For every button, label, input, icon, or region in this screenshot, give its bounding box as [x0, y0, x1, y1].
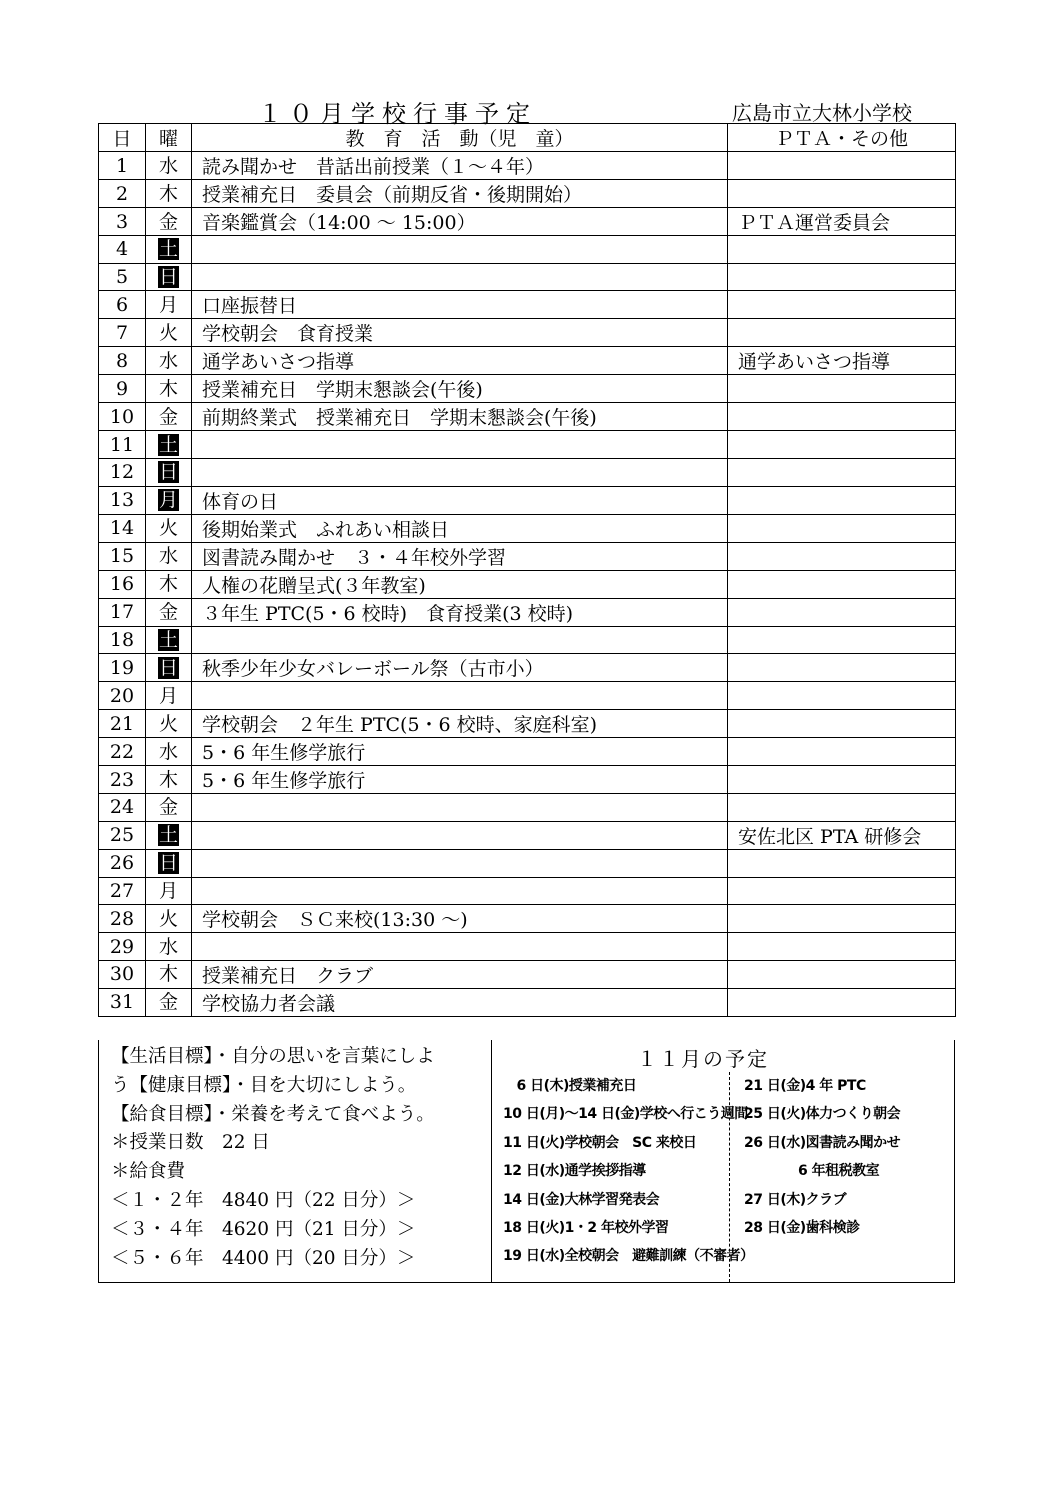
weekday-cell: [146, 403, 192, 431]
pta-cell: [728, 291, 956, 319]
activity-cell: 通学あいさつ指導: [192, 347, 728, 375]
weekday-label: 火: [158, 517, 178, 540]
weekday-cell: [146, 431, 192, 459]
activity-cell: 秋季少年少女バレーボール祭（古市小）: [192, 654, 728, 682]
activity-cell: [192, 794, 728, 822]
weekday-label: 木: [158, 377, 178, 400]
holiday-weekday-label: 月: [158, 489, 178, 512]
activity-cell: 図書読み聞かせ ３・４年校外学習: [192, 542, 728, 570]
table-row: [99, 738, 956, 766]
weekday-cell: [146, 347, 192, 375]
holiday-weekday-label: 土: [158, 629, 178, 652]
activity-cell: ３年生 PTC(5・6 校時) 食育授業(3 校時): [192, 598, 728, 626]
activity-cell: 学校朝会 食育授業: [192, 319, 728, 347]
weekday-cell: [146, 486, 192, 514]
weekday-cell: [146, 152, 192, 180]
pta-cell: [728, 905, 956, 933]
weekday-cell: [146, 570, 192, 598]
pta-cell: [728, 570, 956, 598]
activity-cell: [192, 431, 728, 459]
weekday-label: 水: [158, 154, 178, 177]
pta-cell: [728, 403, 956, 431]
holiday-weekday-label: 日: [158, 266, 178, 289]
pta-cell: [728, 738, 956, 766]
weekday-cell: [146, 794, 192, 822]
day-cell: 10: [99, 403, 146, 431]
activity-cell: 前期終業式 授業補充日 学期末懇談会(午後): [192, 403, 728, 431]
day-cell: 22: [99, 738, 146, 766]
activity-cell: [192, 626, 728, 654]
pta-cell: ＰＴＡ運営委員会: [728, 208, 956, 236]
activity-cell: 学校朝会 ＳＣ来校(13:30 ～): [192, 905, 728, 933]
col-header-weekday: 曜: [146, 124, 192, 152]
weekday-label: 金: [158, 405, 178, 428]
activity-cell: [192, 682, 728, 710]
weekday-cell: [146, 905, 192, 933]
table-row: [99, 486, 956, 514]
activity-cell: 学校朝会 ２年生 PTC(5・6 校時、家庭科室): [192, 710, 728, 738]
day-cell: 7: [99, 319, 146, 347]
page-title: １０月学校行事予定: [258, 100, 537, 128]
activity-cell: 音楽鑑賞会（14:00 ～ 15:00）: [192, 208, 728, 236]
activity-cell: 5・6 年生修学旅行: [192, 766, 728, 794]
november-item: 19 日(水)全校朝会 避難訓練（不審者）: [503, 1248, 754, 1265]
table-row: [99, 514, 956, 542]
pta-cell: [728, 431, 956, 459]
pta-cell: [728, 180, 956, 208]
table-row: [99, 542, 956, 570]
weekday-cell: [146, 542, 192, 570]
school-name: 広島市立大林小学校: [732, 101, 912, 125]
day-cell: 19: [99, 654, 146, 682]
table-row: [99, 236, 956, 264]
weekday-label: 月: [158, 684, 178, 707]
table-row: [99, 710, 956, 738]
november-title: １１月の予定: [637, 1047, 769, 1071]
holiday-weekday-label: 土: [158, 433, 178, 456]
day-cell: 3: [99, 208, 146, 236]
day-cell: 29: [99, 933, 146, 961]
weekday-label: 金: [158, 796, 178, 819]
weekday-cell: [146, 654, 192, 682]
table-row: [99, 431, 956, 459]
pta-cell: [728, 654, 956, 682]
table-row: [99, 291, 956, 319]
weekday-cell: [146, 849, 192, 877]
activity-cell: [192, 459, 728, 487]
weekday-label: 火: [158, 907, 178, 930]
day-cell: 30: [99, 960, 146, 988]
table-row: [99, 654, 956, 682]
goal-line: 【給食目標】・栄養を考えて食べよう。: [111, 1103, 435, 1125]
weekday-cell: [146, 821, 192, 849]
table-row: [99, 682, 956, 710]
weekday-label: 火: [158, 712, 178, 735]
weekday-label: 水: [158, 545, 178, 568]
col-header-day: 日: [99, 124, 146, 152]
weekday-cell: [146, 933, 192, 961]
holiday-weekday-label: 日: [158, 852, 178, 875]
activity-cell: 授業補充日 学期末懇談会(午後): [192, 375, 728, 403]
goal-line: ＊授業日数 22 日: [111, 1132, 270, 1154]
day-cell: 2: [99, 180, 146, 208]
weekday-label: 火: [158, 321, 178, 344]
weekday-cell: [146, 263, 192, 291]
day-cell: 20: [99, 682, 146, 710]
goal-line: 【生活目標】・自分の思いを言葉にしよ: [111, 1046, 435, 1067]
pta-cell: [728, 988, 956, 1016]
table-row: [99, 933, 956, 961]
weekday-cell: [146, 180, 192, 208]
table-row: [99, 319, 956, 347]
weekday-cell: [146, 208, 192, 236]
pta-cell: [728, 766, 956, 794]
day-cell: 23: [99, 766, 146, 794]
col-header-activity: 教 育 活 動（児 童）: [192, 124, 728, 152]
activity-cell: [192, 877, 728, 905]
day-cell: 24: [99, 794, 146, 822]
pta-cell: [728, 514, 956, 542]
pta-cell: [728, 542, 956, 570]
table-row: [99, 905, 956, 933]
weekday-label: 水: [158, 349, 178, 372]
day-cell: 17: [99, 598, 146, 626]
pta-cell: 通学あいさつ指導: [728, 347, 956, 375]
weekday-cell: [146, 514, 192, 542]
day-cell: 8: [99, 347, 146, 375]
holiday-weekday-label: 土: [158, 238, 178, 261]
weekday-cell: [146, 291, 192, 319]
table-row: [99, 208, 956, 236]
day-cell: 6: [99, 291, 146, 319]
col-header-pta: ＰＴＡ・その他: [728, 124, 956, 152]
day-cell: 9: [99, 375, 146, 403]
weekday-label: 金: [158, 991, 178, 1014]
table-row: [99, 263, 956, 291]
activity-cell: 5・6 年生修学旅行: [192, 738, 728, 766]
table-row: [99, 403, 956, 431]
weekday-label: 水: [158, 935, 178, 958]
day-cell: 1: [99, 152, 146, 180]
pta-cell: [728, 263, 956, 291]
schedule-table: [98, 123, 956, 1017]
table-row: [99, 570, 956, 598]
day-cell: 25: [99, 821, 146, 849]
weekday-label: 木: [158, 573, 178, 596]
activity-cell: 人権の花贈呈式(３年教室): [192, 570, 728, 598]
table-row: [99, 598, 956, 626]
activity-cell: [192, 263, 728, 291]
november-item: 21 日(金)4 年 PTC: [744, 1078, 866, 1094]
weekday-cell: [146, 710, 192, 738]
day-cell: 26: [99, 849, 146, 877]
pta-cell: [728, 960, 956, 988]
table-row: [99, 375, 956, 403]
pta-cell: [728, 626, 956, 654]
pta-cell: [728, 598, 956, 626]
pta-cell: 安佐北区 PTA 研修会: [728, 821, 956, 849]
table-row: [99, 766, 956, 794]
activity-cell: [192, 236, 728, 264]
weekday-cell: [146, 877, 192, 905]
table-row: [99, 821, 956, 849]
goal-line: ＊給食費: [111, 1161, 186, 1183]
bottom-section: [98, 1040, 955, 1283]
activity-cell: 体育の日: [192, 486, 728, 514]
pta-cell: [728, 877, 956, 905]
november-item: 6 日(木)授業補充日: [503, 1078, 637, 1094]
table-row: [99, 347, 956, 375]
activity-cell: [192, 849, 728, 877]
pta-cell: [728, 319, 956, 347]
november-item: 14 日(金)大林学習発表会: [503, 1191, 660, 1208]
pta-cell: [728, 236, 956, 264]
weekday-label: 木: [158, 182, 178, 205]
november-item: 12 日(水)通学挨拶指導: [503, 1163, 646, 1180]
goal-line: う【健康目標】・目を大切にしよう。: [111, 1074, 417, 1096]
day-cell: 16: [99, 570, 146, 598]
november-item: 10 日(月)～14 日(金)学校へ行こう週間: [503, 1106, 748, 1123]
pta-cell: [728, 459, 956, 487]
weekday-label: 金: [158, 210, 178, 233]
table-row: [99, 988, 956, 1016]
weekday-cell: [146, 319, 192, 347]
day-cell: 11: [99, 431, 146, 459]
weekday-label: 月: [158, 293, 178, 316]
november-list-right: [744, 1072, 900, 1242]
day-cell: 5: [99, 263, 146, 291]
activity-cell: 学校協力者会議: [192, 988, 728, 1016]
activity-cell: 授業補充日 クラブ: [192, 960, 728, 988]
pta-cell: [728, 152, 956, 180]
activity-cell: [192, 933, 728, 961]
goals-box: [99, 1040, 492, 1282]
day-cell: 28: [99, 905, 146, 933]
november-item: 25 日(火)体力つくり朝会: [744, 1106, 901, 1123]
activity-cell: [192, 821, 728, 849]
table-row: [99, 459, 956, 487]
holiday-weekday-label: 土: [158, 824, 178, 847]
weekday-label: 木: [158, 768, 178, 791]
november-item: 26 日(水)図書読み聞かせ: [744, 1134, 901, 1151]
table-row: [99, 877, 956, 905]
day-cell: 12: [99, 459, 146, 487]
header-row: [99, 124, 956, 152]
pta-cell: [728, 682, 956, 710]
weekday-cell: [146, 375, 192, 403]
table-row: [99, 180, 956, 208]
pta-cell: [728, 710, 956, 738]
weekday-cell: [146, 236, 192, 264]
november-item: 28 日(金)歯科検診: [744, 1220, 860, 1237]
day-cell: 14: [99, 514, 146, 542]
activity-cell: 口座振替日: [192, 291, 728, 319]
day-cell: 15: [99, 542, 146, 570]
weekday-cell: [146, 738, 192, 766]
day-cell: 21: [99, 710, 146, 738]
day-cell: 31: [99, 988, 146, 1016]
activity-cell: 後期始業式 ふれあい相談日: [192, 514, 728, 542]
weekday-cell: [146, 988, 192, 1016]
weekday-cell: [146, 960, 192, 988]
weekday-cell: [146, 682, 192, 710]
goal-line: ＜１・２年 4840 円（22 日分）＞: [111, 1189, 416, 1211]
table-row: [99, 626, 956, 654]
table-row: [99, 849, 956, 877]
november-item: 11 日(火)学校朝会 SC 来校日: [503, 1134, 697, 1151]
weekday-cell: [146, 626, 192, 654]
november-item: 6 年租税教室: [744, 1163, 880, 1180]
weekday-cell: [146, 598, 192, 626]
november-item: 27 日(木)クラブ: [744, 1191, 847, 1208]
day-cell: 4: [99, 236, 146, 264]
pta-cell: [728, 794, 956, 822]
november-list-left: [503, 1072, 754, 1271]
weekday-label: 木: [158, 963, 178, 986]
day-cell: 13: [99, 486, 146, 514]
november-item: 18 日(火)1・2 年校外学習: [503, 1220, 669, 1237]
goal-line: ＜５・６年 4400 円（20 日分）＞: [111, 1247, 416, 1269]
activity-cell: 読み聞かせ 昔話出前授業（１～４年）: [192, 152, 728, 180]
pta-cell: [728, 933, 956, 961]
weekday-label: 水: [158, 740, 178, 763]
weekday-label: 月: [158, 879, 178, 902]
weekday-cell: [146, 459, 192, 487]
pta-cell: [728, 486, 956, 514]
pta-cell: [728, 375, 956, 403]
pta-cell: [728, 849, 956, 877]
holiday-weekday-label: 日: [158, 461, 178, 484]
day-cell: 27: [99, 877, 146, 905]
weekday-cell: [146, 766, 192, 794]
day-cell: 18: [99, 626, 146, 654]
table-row: [99, 794, 956, 822]
holiday-weekday-label: 日: [158, 656, 178, 679]
table-row: [99, 152, 956, 180]
table-row: [99, 960, 956, 988]
weekday-label: 金: [158, 601, 178, 624]
activity-cell: 授業補充日 委員会（前期反省・後期開始）: [192, 180, 728, 208]
goal-line: ＜３・４年 4620 円（21 日分）＞: [111, 1218, 416, 1240]
